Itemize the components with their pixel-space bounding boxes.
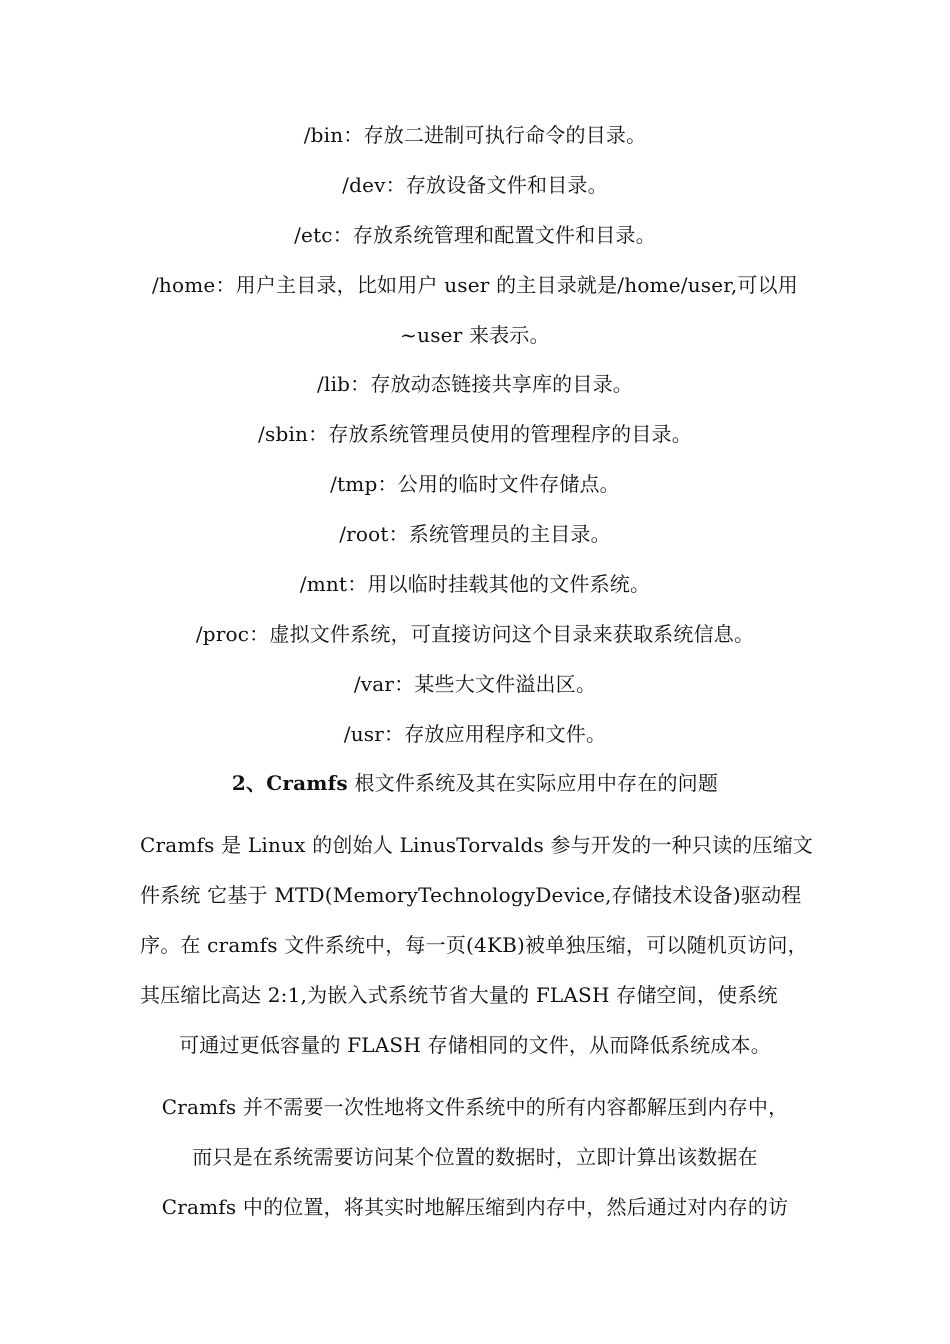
paragraph-1-line-2: 件系统 它基于 MTD(MemoryTechnologyDevice,存储技术设备)驱动程 (140, 883, 802, 907)
paragraph-1-line-3: 序。在 cramfs 文件系统中，每一页(4KB)被单独压缩，可以随机页访问， (140, 933, 808, 957)
dir-line-etc: /etc：存放系统管理和配置文件和目录。 (294, 223, 656, 247)
section-heading-text: 根文件系统及其在实际应用中存在的问题 (347, 771, 719, 795)
dir-line-lib: /lib：存放动态链接共享库的目录。 (317, 372, 633, 396)
paragraph-2-line-2: 而只是在系统需要访问某个位置的数据时，立即计算出该数据在 (192, 1145, 758, 1169)
paragraph-2-line-1: Cramfs 并不需要一次性地将文件系统中的所有内容都解压到内存中， (161, 1095, 789, 1119)
dir-line-dev: /dev：存放设备文件和目录。 (342, 173, 608, 197)
paragraph-1-line-1: Cramfs 是 Linux 的创始人 LinusTorvalds 参与开发的一种只读的压缩文 (140, 833, 814, 857)
paragraph-2-line-3: Cramfs 中的位置，将其实时地解压缩到内存中，然后通过对内存的访 (161, 1195, 789, 1219)
dir-line-home-continued: ~user 来表示。 (400, 323, 550, 347)
dir-line-sbin: /sbin：存放系统管理员使用的管理程序的目录。 (258, 422, 692, 446)
dir-line-var: /var：某些大文件溢出区。 (353, 672, 597, 696)
dir-line-bin: /bin：存放二进制可执行命令的目录。 (303, 123, 647, 147)
paragraph-1-line-4: 其压缩比高达 2:1,为嵌入式系统节省大量的 FLASH 存储空间，使系统 (140, 983, 778, 1007)
section-heading-number: 2、Cramfs (231, 771, 348, 795)
dir-line-root: /root：系统管理员的主目录。 (339, 522, 611, 546)
dir-line-tmp: /tmp：公用的临时文件存储点。 (330, 472, 620, 496)
paragraph-1-line-5: 可通过更低容量的 FLASH 存储相同的文件，从而降低系统成本。 (179, 1033, 771, 1057)
dir-line-home: /home：用户主目录，比如用户 user 的主目录就是/home/user,可以用 (151, 273, 799, 297)
dir-line-usr: /usr：存放应用程序和文件。 (343, 722, 607, 746)
dir-line-proc: /proc：虚拟文件系统，可直接访问这个目录来获取系统信息。 (195, 622, 755, 646)
dir-line-mnt: /mnt：用以临时挂载其他的文件系统。 (299, 572, 651, 596)
section-heading (120, 770, 830, 796)
